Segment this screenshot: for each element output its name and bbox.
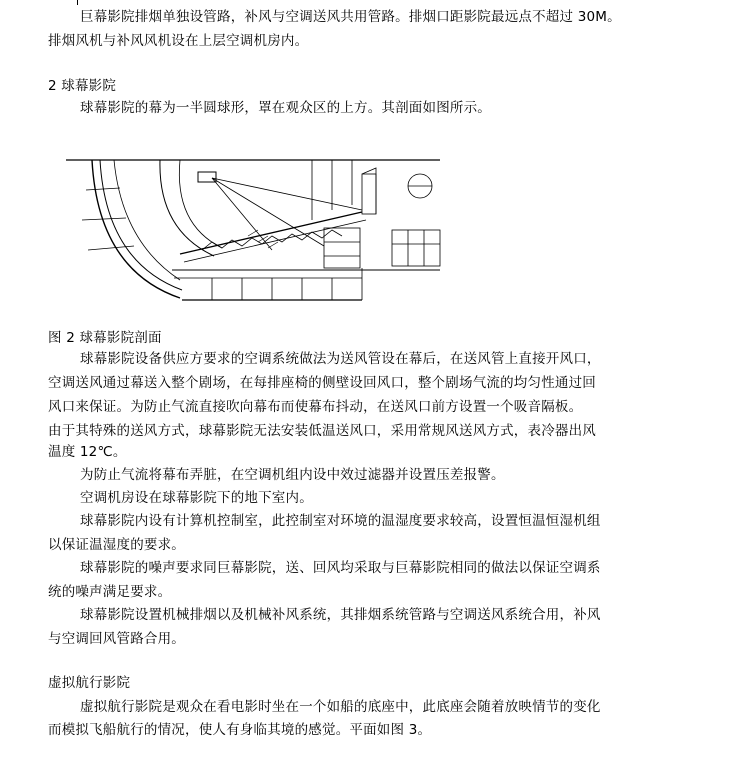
paragraph-line: 风口来保证。为防止气流直接吹向幕布而使幕布抖动，在送风口前方设置一个吸音隔板。 (48, 399, 583, 415)
section-heading: 虚拟航行影院 (48, 675, 131, 691)
paragraph-line: 排烟风机与补风风机设在上层空调机房内。 (48, 33, 309, 49)
paragraph-line: 球幕影院设备供应方要求的空调系统做法为送风管设在幕后，在送风管上直接开风口， (80, 351, 601, 367)
paragraph-line: 球幕影院的噪声要求同巨幕影院，送、回风均采取与巨幕影院相同的做法以保证空调系 (80, 560, 601, 576)
figure-caption: 图 2 球幕影院剖面 (48, 330, 162, 346)
paragraph-line: 而模拟飞船航行的情况，使人有身临其境的感觉。平面如图 3。 (48, 722, 432, 738)
paragraph-line: 空调机房设在球幕影院下的地下室内。 (80, 490, 313, 506)
paragraph-line: 球幕影院设置机械排烟以及机械补风系统，其排烟系统管路与空调送风系统合用，补风 (80, 607, 601, 623)
paragraph-line: 空调送风通过幕送入整个剧场，在每排座椅的侧壁设回风口，整个剧场气流的均匀性通过回 (48, 375, 596, 391)
paragraph-line: 巨幕影院排烟单独设管路，补风与空调送风共用管路。排烟口距影院最远点不超过 30M。 (80, 9, 621, 25)
paragraph-line: 统的噪声满足要求。 (48, 584, 172, 600)
paragraph-line: 与空调回风管路合用。 (48, 631, 185, 647)
dome-cinema-section-drawing (62, 150, 442, 312)
page-top-marker (77, 0, 78, 5)
section-heading: 2 球幕影院 (48, 78, 117, 94)
paragraph-line: 以保证温湿度的要求。 (48, 537, 185, 553)
paragraph-line: 为防止气流将幕布弄脏，在空调机组内设中效过滤器并设置压差报警。 (80, 467, 505, 483)
paragraph-line: 球幕影院的幕为一半圆球形，罩在观众区的上方。其剖面如图所示。 (80, 100, 491, 116)
paragraph-line: 温度 12℃。 (48, 444, 127, 460)
paragraph-line: 虚拟航行影院是观众在看电影时坐在一个如船的底座中，此底座会随着放映情节的变化 (80, 699, 601, 715)
paragraph-line: 球幕影院内设有计算机控制室，此控制室对环境的温湿度要求较高，设置恒温恒湿机组 (80, 513, 601, 529)
paragraph-line: 由于其特殊的送风方式，球幕影院无法安装低温送风口，采用常规风送风方式，表冷器出风 (48, 423, 596, 439)
